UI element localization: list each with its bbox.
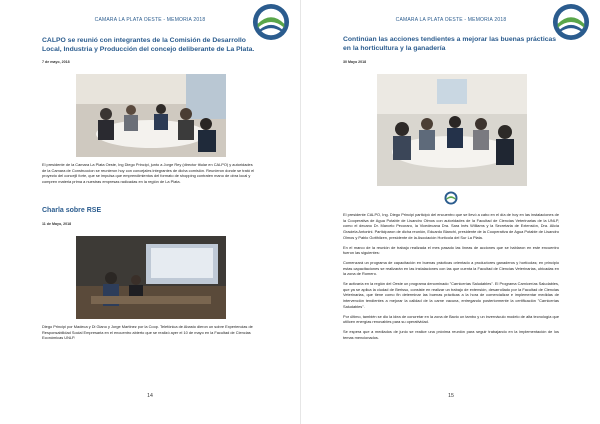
meeting-photo bbox=[76, 74, 226, 157]
section-title: Charla sobre RSE bbox=[42, 207, 102, 214]
paragraph: Se activaría en la región del Oeste un programa denominado "Carnicerías Saludables". El Programa Carnicerías Saludables, que ya se aplica la ciudad de Berisso, consiste en realizar un trabajo de extensión, desarrollado por la Facultad de Ciencias Veterinarias, que tiene como fin determinar las buenas prácticas a la hora de comercializar e implementar medidas de intervención tendientes a mejorar la calidad de la carne vacuna, entregando posteriormente la certificación "Carnicerías Saludables". bbox=[343, 281, 559, 309]
section-date: 11 de Mayo, 2018 bbox=[42, 222, 72, 226]
article-date: 7 de mayo, 2018 bbox=[42, 60, 70, 64]
section-paragraph: Diego Principi por Madeca y Di Giano y Jorge Martinez por la Coop. Telefónica de Abasto dieron un sobre Experiencias de Responsabilidad Social Empresaria en el encuentro abierto que se realizó ayer el 10 de mayo en la Facultad de Ciencias Económicas UNLP. bbox=[42, 324, 253, 341]
conference-photo bbox=[76, 236, 226, 319]
camara-mini-logo-icon bbox=[444, 191, 458, 205]
paragraph: Por último, también se dio la idea de concretar en la zona de Bavio un tambo y un invernáculo modelo de alta tecnología que utilicen energías renovables para su operatividad. bbox=[343, 313, 559, 325]
article-title: CALPO se reunió con integrantes de la Comisión de Desarrollo Local, Industria y Producción del concejo deliberante de La Plata. bbox=[42, 37, 255, 53]
paragraph: En el marco de la reunión de trabajo realizada el mes pasado las líneas de acciones que se hablaron en este encuentro fueron las siguientes: bbox=[343, 244, 559, 256]
page-header: CAMARA LA PLATA OESTE - MEMORIA 2018 bbox=[395, 17, 507, 23]
paragraph: El presidente CALPO, Ing. Diego Principi participó del encuentro que se llevó a cabo en el día de hoy en las instalaciones de la Cooperativa de Agua Potable de Lisandro Olmos con autoridades de la Facultad de Ciencias Veterinarias de la UNLP, como el decano Dr. Marcelo Pecoraro, la Vicedecana Dra. Sara Inés Williams y la Secretaria de Extensión, Dra. Alicia Graciela Antonini. Participaron de dicha reunión, Eduardo Bianchi, presidente de la Cooperativa de Agua Potable de Lisandro Olmos y Pablo Gotthilzen, presidente de la Asociación Hortícola del Sur La Plata. bbox=[343, 212, 559, 240]
article-date: 30 Mayo 2018 bbox=[343, 60, 367, 64]
page-number: 14 bbox=[147, 393, 153, 399]
paragraph: Se espera que a mediados de junio se realice una próxima reunión para seguir trabajando en la implementación de los temas mencionados. bbox=[343, 328, 559, 340]
article-title: Continúan las acciones tendientes a mejorar las buenas prácticas en la horticultura y la ganadería bbox=[343, 36, 557, 52]
page-header: CAMARA LA PLATA OESTE - MEMORIA 2018 bbox=[94, 17, 206, 23]
page-number: 15 bbox=[448, 393, 454, 399]
paragraph: Comenzará un programa de capacitación en buenas prácticas orientado a productores ganaderos y hortícolas; en principio estas capacitaciones se realizarán en las instalaciones con las que cuenta la Facultad de Ciencias Veterinarias, ubicadas en la zona de Romero. bbox=[343, 259, 559, 277]
right-page bbox=[300, 0, 600, 424]
article-paragraph: El presidente de la Camara La Plata Oeste, Ing Diego Principi, junto a Jorge Rey (director titular en CALPO) y autoridades de la Camara de Construccion se reunieron hoy con concejales integrantes de dicha comisión. Reunieron donde se trató el proyecto del concejil forte, que se impulsa que emprendimientos del formato de shopping contraten mano de obra local y compren materia prima a nuestras empresas radicadas en la región de La Plata. bbox=[42, 162, 255, 185]
meeting-photo bbox=[377, 74, 527, 186]
article-body bbox=[343, 212, 559, 344]
